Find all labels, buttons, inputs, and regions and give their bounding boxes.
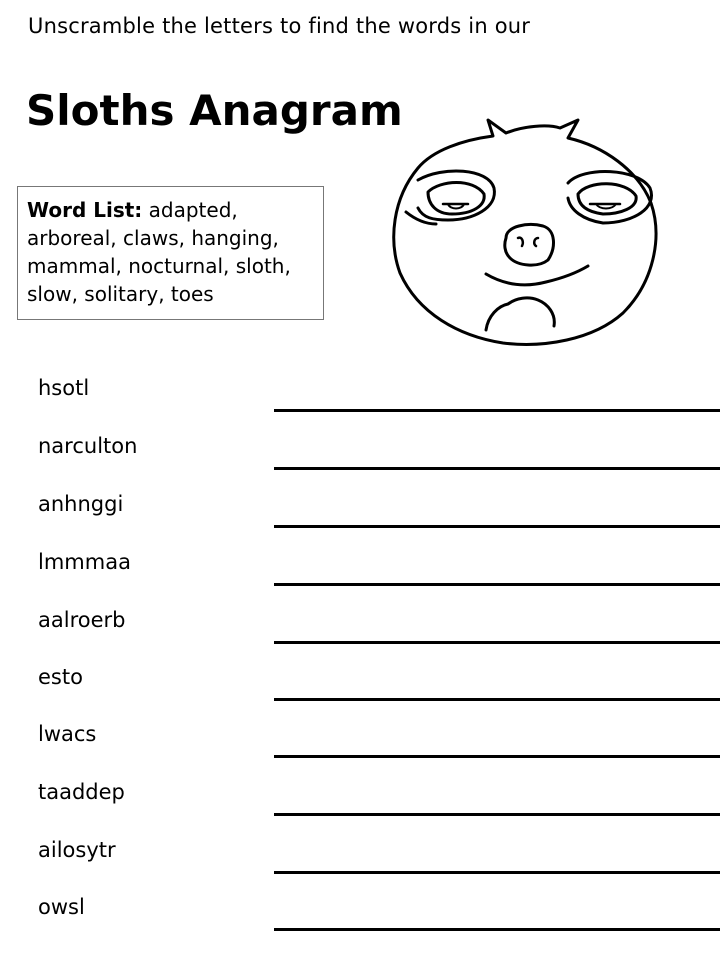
answer-line[interactable] <box>274 871 720 874</box>
scrambled-word: aalroerb <box>38 608 126 632</box>
puzzle-row-8 <box>0 780 720 838</box>
answer-line[interactable] <box>274 525 720 528</box>
answer-line[interactable] <box>274 641 720 644</box>
scrambled-word: narculton <box>38 434 138 458</box>
answer-line[interactable] <box>274 467 720 470</box>
scrambled-word: hsotl <box>38 376 90 400</box>
puzzle-row-10 <box>0 895 720 953</box>
puzzle-row-6 <box>0 665 720 723</box>
scrambled-word: owsl <box>38 895 85 919</box>
instruction-text: Unscramble the letters to find the words in our <box>28 14 531 38</box>
answer-line[interactable] <box>274 583 720 586</box>
word-list-label: Word List: <box>27 198 143 222</box>
answer-line[interactable] <box>274 409 720 412</box>
puzzle-row-3 <box>0 492 720 550</box>
puzzle-row-9 <box>0 838 720 896</box>
puzzle-row-4 <box>0 550 720 608</box>
puzzle-row-5 <box>0 608 720 666</box>
word-list-box <box>17 186 324 320</box>
answer-line[interactable] <box>274 698 720 701</box>
scrambled-word: anhnggi <box>38 492 124 516</box>
scrambled-word: esto <box>38 665 83 689</box>
scrambled-word: lmmmaa <box>38 550 131 574</box>
answer-line[interactable] <box>274 928 720 931</box>
puzzle-row-1 <box>0 376 720 434</box>
scrambled-word: lwacs <box>38 722 97 746</box>
word-list-words: adapted, arboreal, claws, hanging, mammal, nocturnal, sloth, slow, solitary, toes <box>27 198 291 306</box>
page-title: Sloths Anagram <box>26 86 403 135</box>
answer-line[interactable] <box>274 755 720 758</box>
scrambled-word: taaddep <box>38 780 125 804</box>
scrambled-word: ailosytr <box>38 838 116 862</box>
sloth-face-icon <box>388 108 668 353</box>
puzzle-row-2 <box>0 434 720 492</box>
answer-line[interactable] <box>274 813 720 816</box>
puzzle-row-7 <box>0 722 720 780</box>
